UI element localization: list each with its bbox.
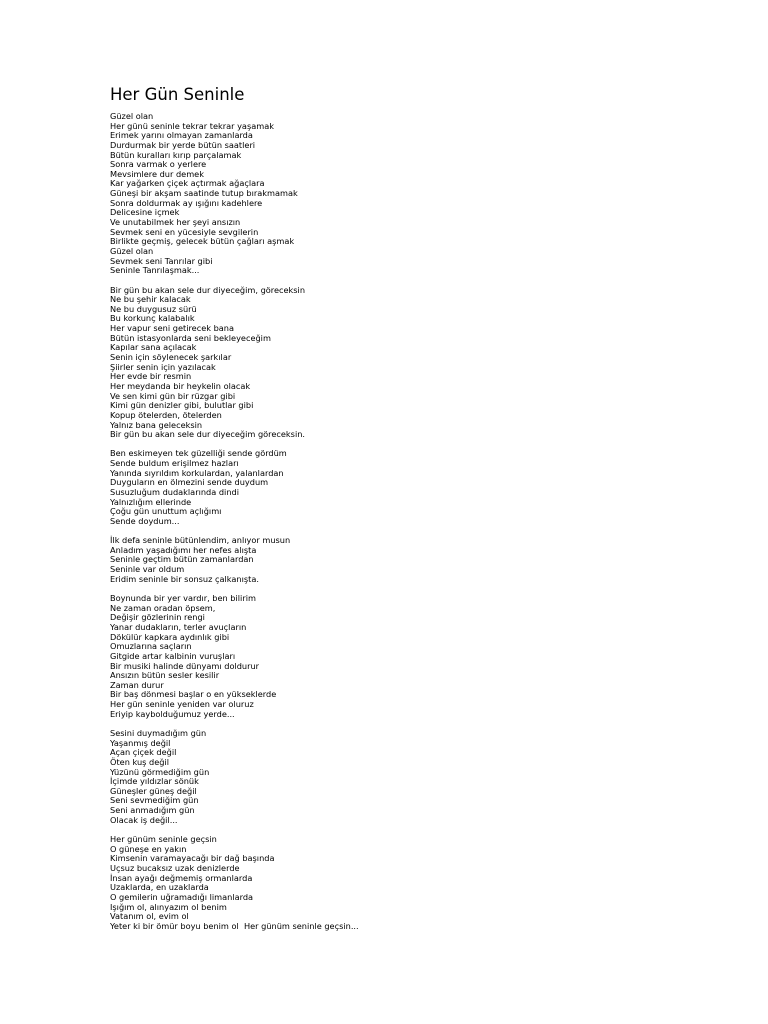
poem-line: Işığım ol, alınyazım ol benim [110,901,227,912]
poem-line: Yalnızlığım ellerinde [110,496,192,507]
poem-line: Bir gün bu akan sele dur diyeceğim göreceksin. [110,429,306,440]
poem-line: Olacak iş değil... [110,814,178,825]
poem-line: Vatanım ol, evim ol [110,911,189,922]
poem-line: Bir gün bu akan sele dur diyeceğim, göreceksin [110,284,306,295]
poem-line: Bir baş dönmesi başlar o en yükseklerde [110,689,277,700]
stanza-1 [110,112,730,276]
stanza-7 [110,835,730,931]
poem-line: Boynunda bir yer vardır, ben bilirim [110,593,256,604]
poem-line: Yalnız bana geleceksin [110,419,203,430]
poem-line: Erimek yarını olmayan zamanlarda [110,130,253,141]
poem-line: Güneşi bir akşam saatinde tutup bırakmamak [110,188,298,199]
stanza-4 [110,536,730,584]
poem-line: Ne bu duygusuz sürü [110,303,197,314]
poem-line: Sesini duymadığım gün [110,728,207,738]
poem-title: Her Gün Seninle [110,85,245,104]
poem-line: Seninle Tanrılaşmak... [110,265,200,276]
poem-line: Kapılar sana açılacak [110,342,197,353]
stanza-2 [110,286,730,440]
poem-line: Susuzluğum dudaklarında dindi [110,486,239,497]
stanza-5 [110,594,730,719]
poem-line: Sevmek seni en yücesiyle sevgilerin [110,226,259,237]
poem-line: Ve unutabilmek her şeyi ansızın [110,217,241,228]
poem-line: Her meydanda bir heykelin olacak [110,380,251,391]
poem-line: Her gün seninle yeniden var oluruz [110,699,254,710]
poem-line: Ne zaman oradan öpsem, [110,602,216,613]
poem-line: Yüzünü görmediğim gün [110,766,210,777]
poem-line: Açan çiçek değil [110,747,177,758]
stanza-3 [110,449,730,526]
poem-line: Zaman durur [110,679,164,690]
poem-line: Duyguların en ölmezini sende duydum [110,477,269,488]
poem-line: Ne bu şehir kalacak [110,294,191,305]
poem-line: Birlikte geçmiş, gelecek bütün çağları aşmak [110,236,295,247]
poem-line: Omuzlarına saçların [110,641,192,652]
poem-line: Ansızın bütün sesler kesilir [110,670,220,681]
poem-line: İçimde yıldızlar sönük [110,776,199,787]
poem-line: Sevmek seni Tanrılar gibi [110,255,213,266]
poem-line: Seni anmadığım gün [110,805,195,816]
poem-line: Yaşanmış değil [110,737,171,748]
poem-line: Seni sevmediğim gün [110,795,199,806]
poem-line: Kopup ötelerden, ötelerden [110,409,222,420]
poem-line: Seninle geçtim bütün zamanlardan [110,554,254,565]
poem-line: Seninle var oldum [110,564,185,575]
poem-line: Sende buldum erişilmez hazları [110,458,239,469]
poem-line: Çoğu gün unuttum açlığımı [110,506,222,517]
poem-line: Öten kuş değil [110,756,170,767]
poem-line: Yanında sıyrıldım korkulardan, yalanlardan [110,467,284,478]
poem-line: Güzel olan [110,245,154,256]
poem-line: Bir musiki halinde dünyamı doldurur [110,660,260,671]
poem-line: Durdurmak bir yerde bütün saatleri [110,139,256,150]
poem-line: Kimi gün denizler gibi, bulutlar gibi [110,400,254,411]
poem-line: Dökülür kapkara aydınlık gibi [110,631,230,642]
poem-line: Bütün istasyonlarda seni bekleyeceğim [110,332,271,343]
poem-line: Bu korkunç kalabalık [110,313,195,324]
poem-line: Eridim seninle bir sonsuz çalkanışta. [110,573,259,584]
poem-line: Sende doydum... [110,515,180,526]
poem-line: Delicesine içmek [110,207,180,218]
poem-line: O gemilerin uğramadığı limanlarda [110,891,254,902]
poem-line: Güzel olan [110,111,154,121]
poem-body [110,112,730,941]
poem-line: Sonra doldurmak ay ışığını kadehlere [110,197,263,208]
poem-line: İnsan ayağı değmemiş ormanlarda [110,872,253,883]
poem-line: Anladım yaşadığımı her nefes alışta [110,544,257,555]
poem-line: Yanar dudakların, terler avuçların [110,621,247,632]
poem-line: Her günüm seninle geçsin [110,834,217,845]
poem-line: Her vapur seni getirecek bana [110,323,234,334]
poem-line: Eriyip kaybolduğumuz yerde... [110,708,235,719]
poem-line: Uzaklarda, en uzaklarda [110,882,209,893]
poem-line: Değişir gözlerinin rengi [110,612,205,623]
poem-line: Bütün kuralları kırıp parçalamak [110,149,242,160]
poem-line: Gitgide artar kalbinin vuruşları [110,650,236,661]
poem-line: Şiirler senin için yazılacak [110,361,216,372]
poem-line: O güneşe en yakın [110,843,187,854]
poem-line: Mevsimlere dur demek [110,168,204,179]
poem-line: Uçsuz bucaksız uzak denizlerde [110,862,240,873]
stanza-6 [110,729,730,825]
poem-line: Ve sen kimi gün bir rüzgar gibi [110,390,236,401]
poem-line: Her evde bir resmin [110,371,192,382]
poem-line: Senin için söylenecek şarkılar [110,352,232,363]
poem-line: Güneşler güneş değil [110,785,197,796]
poem-line: Her günü seninle tekrar tekrar yaşamak [110,120,274,131]
poem-line: Kimsenin varamayacağı bir dağ başında [110,853,275,864]
poem-line: Ben eskimeyen tek güzelliği sende gördüm [110,448,287,459]
poem-line: Sonra varmak o yerlere [110,159,207,170]
poem-line: Kar yağarken çiçek açtırmak ağaçlara [110,178,265,189]
poem-line: Yeter ki bir ömür boyu benim ol Her günüm seninle geçsin... [110,920,359,931]
poem-line: İlk defa seninle bütünlendim, anlıyor musun [110,535,291,546]
